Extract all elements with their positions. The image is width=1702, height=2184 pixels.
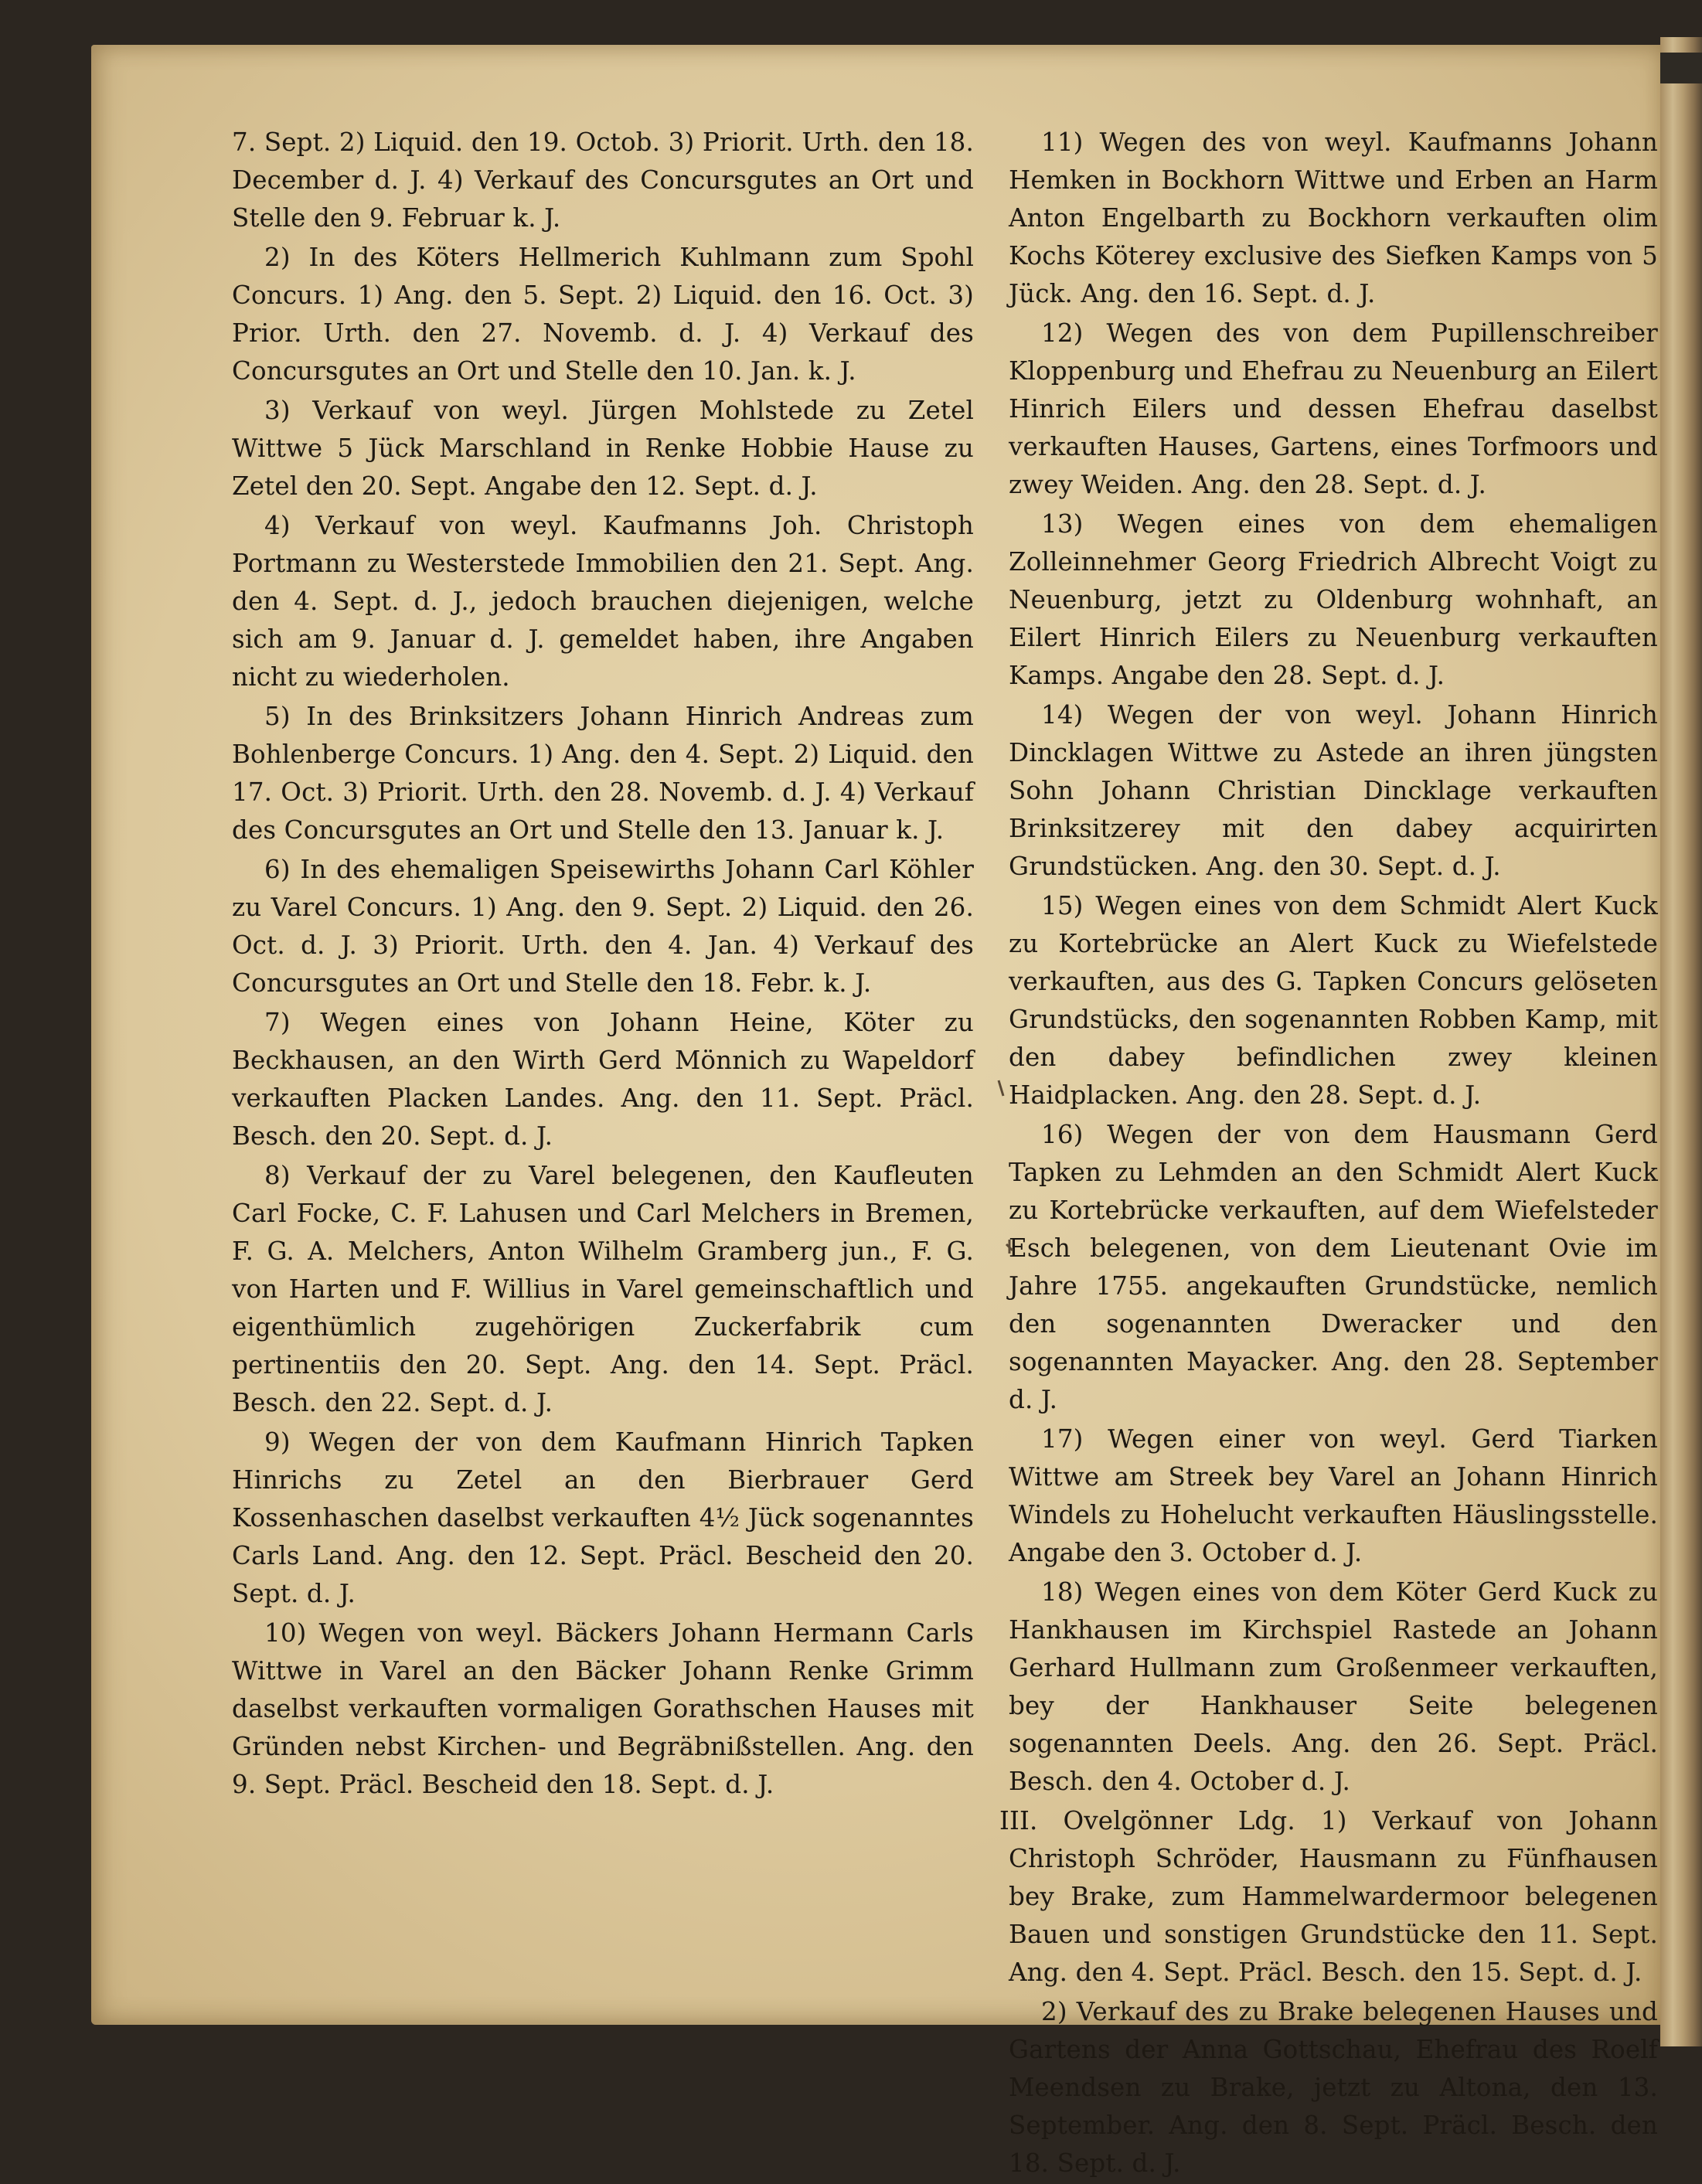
entry-right-9: 2) Verkauf des zu Brake belegenen Hauses und Gartens der Anna Gottschau, Ehefrau des Roelf Meendsen zu Brake, jetzt zu Altona, den 13. September. Ang. den 8. Sept. Präcl. Besch. den 18. Sept. d. J.: [1009, 1997, 1658, 2178]
page-edge-right: [1660, 37, 1702, 2046]
entry-left-8: 9) Wegen der von dem Kaufmann Hinrich Tapken Hinrichs zu Zetel an den Bierbrauer Gerd Kossenhaschen daselbst verkauften 4½ Jück sogenanntes Carls Land. Ang. den 12. Sept. Präcl. Bescheid den 20. Sept. d. J.: [232, 1427, 974, 1608]
left-column: [232, 124, 974, 1805]
entry-right-section-iii: III. Ovelgönner Ldg. 1) Verkauf von Johann Christoph Schröder, Hausmann zu Fünfhausen bey Brake, zum Hammelwardermoor belegenen Bauen und sonstigen Grundstücke den 11. Sept. Ang. den 4. Sept. Präcl. Besch. den 15. Sept. d. J.: [999, 1806, 1658, 1987]
entry-left-7: 8) Verkauf der zu Varel belegenen, den Kaufleuten Carl Focke, C. F. Lahusen und Carl Melchers in Bremen, F. G. A. Melchers, Anton Wilhelm Gramberg jun., F. G. von Harten und F. Willius in Varel gemeinschaftlich und eigenthümlich zugehörigen Zuckerfabrik cum pertinentiis den 20. Sept. Ang. den 14. Sept. Präcl. Besch. den 22. Sept. d. J.: [232, 1161, 974, 1417]
entry-left-3: 4) Verkauf von weyl. Kaufmanns Joh. Christoph Portmann zu Westerstede Immobilien den 21. Sept. Ang. den 4. Sept. d. J., jedoch brauchen diejenigen, welche sich am 9. Januar d. J. gemeldet haben, ihre Angaben nicht zu wiederholen.: [232, 511, 974, 692]
entry-right-3: 14) Wegen der von weyl. Johann Hinrich Dincklagen Wittwe zu Astede an ihren jüngsten Sohn Johann Christian Dincklage verkauften Brinksitzerey mit den dabey acquirirten Grundstücken. Ang. den 30. Sept. d. J.: [1009, 700, 1658, 881]
entry-left-5: 6) In des ehemaligen Speisewirths Johann Carl Köhler zu Varel Concurs. 1) Ang. den 9. Sept. 2) Liquid. den 26. Oct. d. J. 3) Priorit. Urth. den 4. Jan. 4) Verkauf des Concursgutes an Ort und Stelle den 18. Febr. k. J.: [232, 855, 974, 998]
entry-left-2: 3) Verkauf von weyl. Jürgen Mohlstede zu Zetel Wittwe 5 Jück Marschland in Renke Hobbie Hause zu Zetel den 20. Sept. Angabe den 12. Sept. d. J.: [232, 396, 974, 501]
entry-right-5: 16) Wegen der von dem Hausmann Gerd Tapken zu Lehmden an den Schmidt Alert Kuck zu Kortebrücke verkauften, auf dem Wiefelsteder Esch belegenen, von dem Lieutenant Ovie im Jahre 1755. angekauften Grundstücke, nemlich den sogenannten Dweracker und den sogenannten Mayacker. Ang. den 28. September d. J.: [1009, 1120, 1658, 1414]
entry-right-1: 12) Wegen des von dem Pupillenschreiber Kloppenburg und Ehefrau zu Neuenburg an Eilert Hinrich Eilers und dessen Ehefrau daselbst verkauften Hauses, Gartens, eines Torfmoors und zwey Weiden. Ang. den 28. Sept. d. J.: [1009, 318, 1658, 499]
entry-right-6: 17) Wegen einer von weyl. Gerd Tiarken Wittwe am Streek bey Varel an Johann Hinrich Windels zu Hohelucht verkauften Häuslingsstelle. Angabe den 3. October d. J.: [1009, 1424, 1658, 1567]
entry-left-0: 7. Sept. 2) Liquid. den 19. Octob. 3) Priorit. Urth. den 18. December d. J. 4) Verkauf des Concursgutes an Ort und Stelle den 9. Februar k. J.: [232, 128, 974, 233]
entry-right-2: 13) Wegen eines von dem ehemaligen Zolleinnehmer Georg Friedrich Albrecht Voigt zu Neuenburg, jetzt zu Oldenburg wohnhaft, an Eilert Hinrich Eilers zu Neuenburg verkauften Kamps. Angabe den 28. Sept. d. J.: [1009, 509, 1658, 690]
entry-left-4: 5) In des Brinksitzers Johann Hinrich Andreas zum Bohlenberge Concurs. 1) Ang. den 4. Sept. 2) Liquid. den 17. Oct. 3) Priorit. Urth. den 28. Novemb. d. J. 4) Verkauf des Concursgutes an Ort und Stelle den 13. Januar k. J.: [232, 702, 974, 845]
entry-left-1: 2) In des Köters Hellmerich Kuhlmann zum Spohl Concurs. 1) Ang. den 5. Sept. 2) Liquid. den 16. Oct. 3) Prior. Urth. den 27. Novemb. d. J. 4) Verkauf des Concursgutes an Ort und Stelle den 10. Jan. k. J.: [232, 243, 974, 386]
entry-left-6: 7) Wegen eines von Johann Heine, Köter zu Beckhausen, an den Wirth Gerd Mönnich zu Wapeldorf verkauften Placken Landes. Ang. den 11. Sept. Präcl. Besch. den 20. Sept. d. J.: [232, 1008, 974, 1151]
entry-right-7: 18) Wegen eines von dem Köter Gerd Kuck zu Hankhausen im Kirchspiel Rastede an Johann Gerhard Hullmann zum Großenmeer verkauften, bey der Hankhauser Seite belegenen sogenannten Deels. Ang. den 26. Sept. Präcl. Besch. den 4. October d. J.: [1009, 1577, 1658, 1796]
right-column: [999, 124, 1658, 2184]
entry-left-9: 10) Wegen von weyl. Bäckers Johann Hermann Carls Wittwe in Varel an den Bäcker Johann Renke Grimm daselbst verkauften vormaligen Gorathschen Hauses mit Gründen nebst Kirchen- und Begräbnißstellen. Ang. den 9. Sept. Präcl. Bescheid den 18. Sept. d. J.: [232, 1618, 974, 1799]
entry-right-4: 15) Wegen eines von dem Schmidt Alert Kuck zu Kortebrücke an Alert Kuck zu Wiefelstede verkauften, aus des G. Tapken Concurs gelöseten Grundstücks, den sogenannten Robben Kamp, mit den dabey befindlichen zwey kleinen Haidplacken. Ang. den 28. Sept. d. J.: [1009, 891, 1658, 1110]
entry-right-0: 11) Wegen des von weyl. Kaufmanns Johann Hemken in Bockhorn Wittwe und Erben an Harm Anton Engelbarth zu Bockhorn verkauften olim Kochs Köterey exclusive des Siefken Kamps von 5 Jück. Ang. den 16. Sept. d. J.: [1009, 128, 1658, 308]
